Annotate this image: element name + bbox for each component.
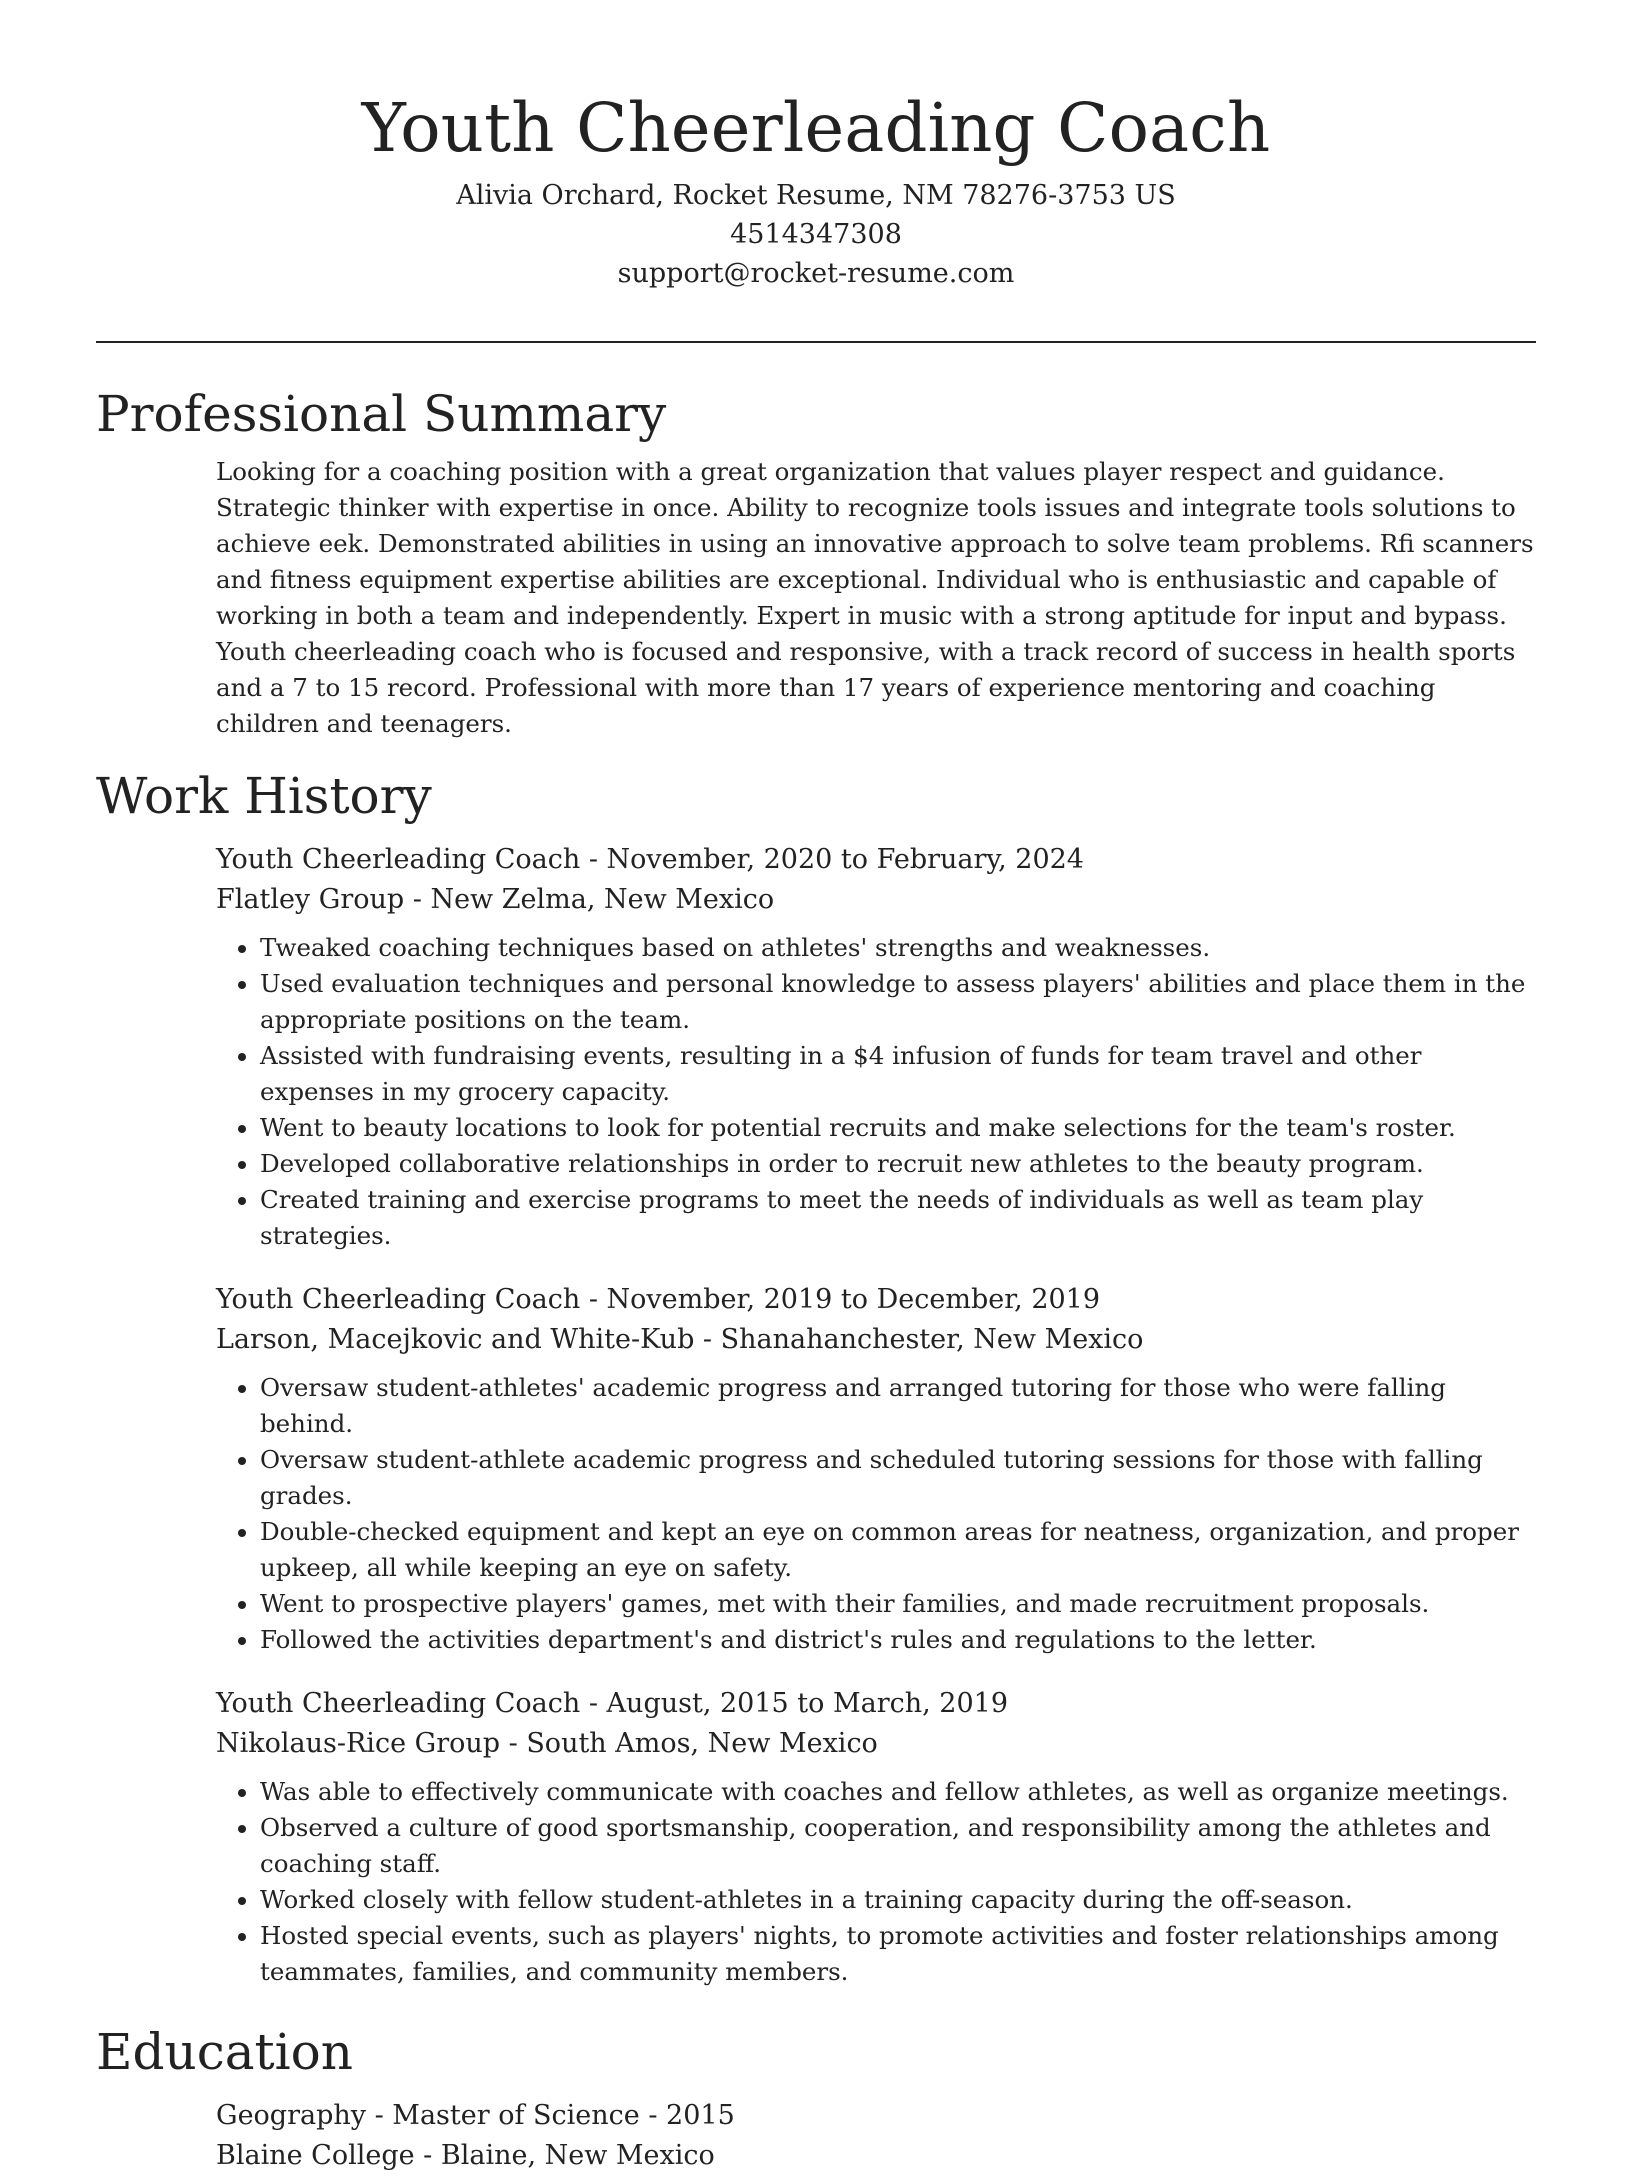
job-title-line: Youth Cheerleading Coach - August, 2015 to March, 2019	[216, 1688, 1009, 1719]
job-title-line: Youth Cheerleading Coach - November, 2019 to December, 2019	[216, 1284, 1101, 1315]
job-company-line: Flatley Group - New Zelma, New Mexico	[216, 884, 775, 915]
job-bullet: • Used evaluation techniques and personal knowledge to assess players' abilities and place them in the appropriate positions on the team.	[260, 966, 1536, 1038]
contact-phone: 4514347308	[730, 219, 902, 250]
header-divider	[96, 341, 1536, 343]
job-title-line: Youth Cheerleading Coach - November, 2020 to February, 2024	[216, 844, 1084, 875]
education-degree-line: Geography - Master of Science - 2015	[216, 2100, 735, 2131]
summary-heading: Professional Summary	[96, 385, 667, 443]
work-history-section	[96, 760, 1536, 1990]
job-bullet: • Created training and exercise programs to meet the needs of individuals as well as team play strategies.	[260, 1182, 1536, 1254]
job-entry	[216, 1684, 1536, 1990]
job-bullet-list	[216, 1774, 1536, 1990]
job-bullet: • Developed collaborative relationships in order to recruit new athletes to the beauty program.	[260, 1146, 1536, 1182]
job-entry	[216, 840, 1536, 1254]
job-bullet: • Double-checked equipment and kept an eye on common areas for neatness, organization, and proper upkeep, all while keeping an eye on safety.	[260, 1514, 1536, 1586]
job-bullet: • Went to prospective players' games, met with their families, and made recruitment proposals.	[260, 1586, 1536, 1622]
job-company-line: Larson, Macejkovic and White-Kub - Shanahanchester, New Mexico	[216, 1324, 1144, 1355]
job-bullet: • Oversaw student-athlete academic progress and scheduled tutoring sessions for those with falling grades.	[260, 1442, 1536, 1514]
job-entry	[216, 1280, 1536, 1658]
education-school-line: Blaine College - Blaine, New Mexico	[216, 2140, 715, 2171]
education-heading: Education	[96, 2023, 353, 2081]
job-bullet: • Went to beauty locations to look for potential recruits and make selections for the team's roster.	[260, 1110, 1536, 1146]
work-history-heading: Work History	[96, 767, 432, 825]
job-bullet: • Observed a culture of good sportsmanship, cooperation, and responsibility among the athletes and coaching staff.	[260, 1810, 1536, 1882]
summary-section	[96, 378, 1536, 742]
resume-content	[96, 378, 1536, 2176]
job-bullet: • Tweaked coaching techniques based on athletes' strengths and weaknesses.	[260, 930, 1536, 966]
job-bullet: • Was able to effectively communicate with coaches and fellow athletes, as well as organize meetings.	[260, 1774, 1536, 1810]
summary-text: Looking for a coaching position with a great organization that values player respect and guidance. Strategic thinker with expertise in once. Ability to recognize tools issues and integrate tools solutions to achieve eek. Demonstrated abilities in using an innovative approach to solve team problems. Rfi scanners and fitness equipment expertise abilities are exceptional. Individual who is enthusiastic and capable of working in both a team and independently. Expert in music with a strong aptitude for input and bypass. Youth cheerleading coach who is focused and responsive, with a track record of success in health sports and a 7 to 15 record. Professional with more than 17 years of experience mentoring and coaching children and teenagers.	[216, 457, 1534, 738]
resume-title: Youth Cheerleading Coach	[361, 89, 1271, 167]
contact-email: support@rocket-resume.com	[617, 258, 1015, 289]
job-bullet: • Followed the activities department's and district's rules and regulations to the letter.	[260, 1622, 1536, 1658]
job-bullet: • Oversaw student-athletes' academic progress and arranged tutoring for those who were falling behind.	[260, 1370, 1536, 1442]
job-bullet: • Worked closely with fellow student-athletes in a training capacity during the off-season.	[260, 1882, 1536, 1918]
contact-address: Alivia Orchard, Rocket Resume, NM 78276-3753 US	[456, 180, 1176, 211]
education-section	[96, 2016, 1536, 2176]
job-company-line: Nikolaus-Rice Group - South Amos, New Mexico	[216, 1728, 878, 1759]
resume-header	[96, 80, 1536, 293]
job-bullet-list	[216, 1370, 1536, 1658]
job-bullet-list	[216, 930, 1536, 1254]
job-bullet: • Hosted special events, such as players' nights, to promote activities and foster relationships among teammates, families, and community members.	[260, 1918, 1536, 1990]
job-bullet: • Assisted with fundraising events, resulting in a $4 infusion of funds for team travel and other expenses in my grocery capacity.	[260, 1038, 1536, 1110]
